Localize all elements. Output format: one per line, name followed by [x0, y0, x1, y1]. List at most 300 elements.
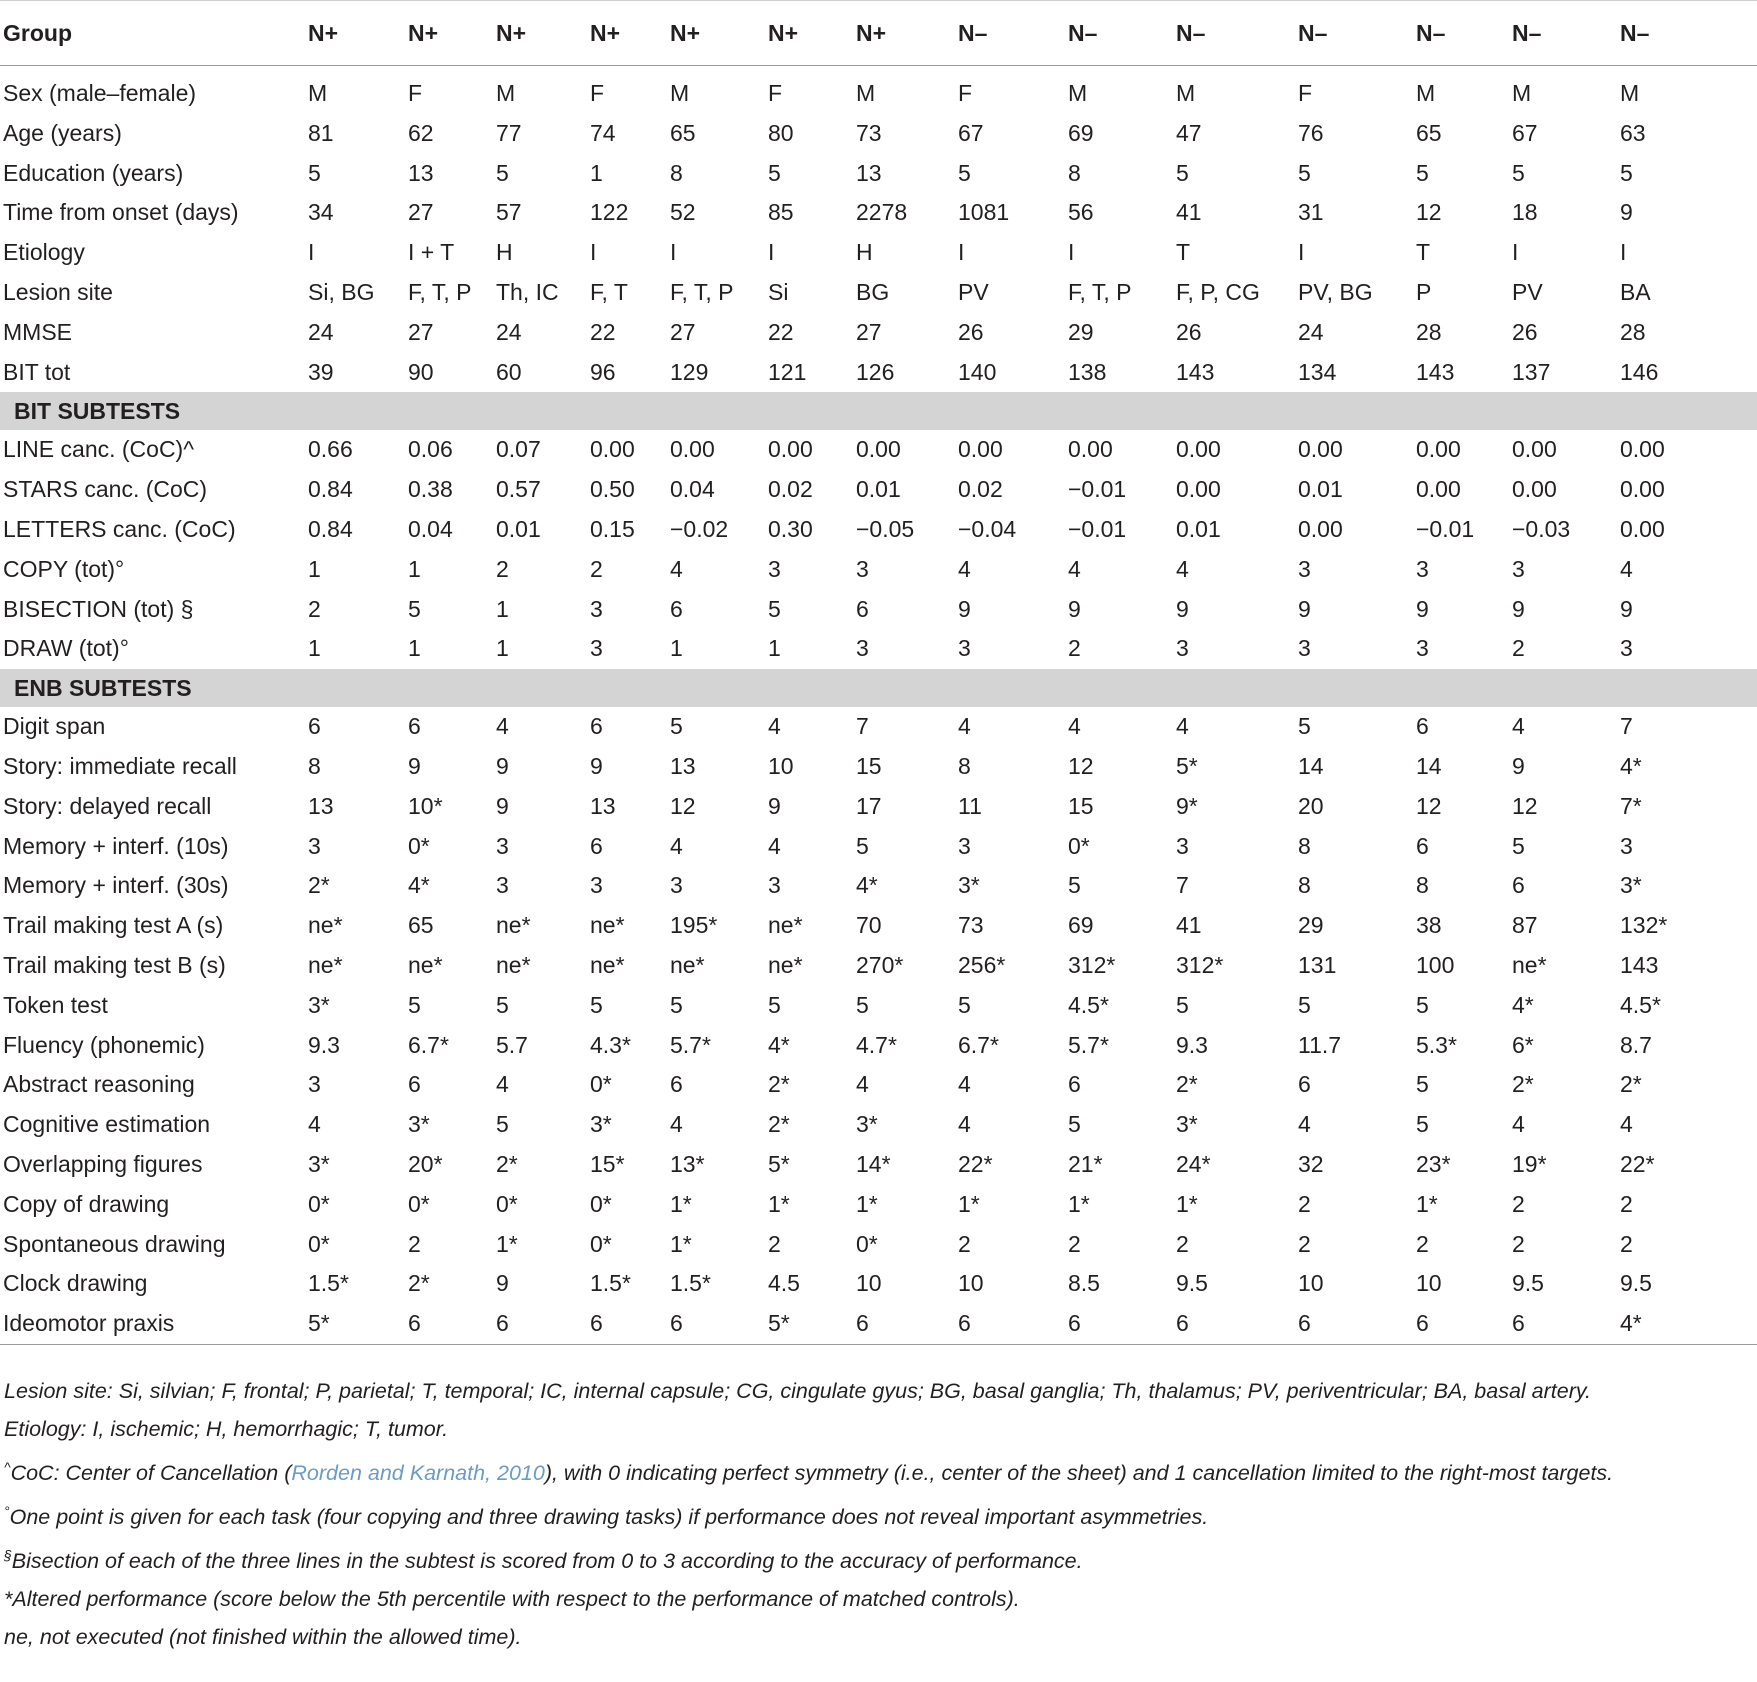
table-cell: 0.01 — [1176, 515, 1221, 542]
table-cell: 138 — [1068, 358, 1107, 385]
table-cell: 0.57 — [496, 476, 541, 503]
table-row — [0, 193, 1757, 233]
table-cell: 134 — [1298, 358, 1337, 385]
table-cell: 5 — [856, 832, 869, 859]
note-lesion-site: Lesion site: Si, silvian; F, frontal; P, parietal; T, temporal; IC, internal capsule; CG, cingulate gyus; BG, basal ganglia; Th, thalamus; PV, periventricular; BA, basal artery. — [4, 1379, 1591, 1403]
table-cell: 9 — [496, 1270, 509, 1297]
table-cell: 87 — [1512, 912, 1538, 939]
table-cell: 26 — [1176, 318, 1202, 345]
table-cell: 24 — [1298, 318, 1324, 345]
table-cell: 1.5* — [670, 1270, 711, 1297]
table-cell: M — [1068, 80, 1088, 106]
table-cell: 1 — [308, 635, 321, 662]
table-cell: 143 — [1620, 951, 1659, 978]
row-label: Token test — [3, 991, 108, 1018]
table-cell: 5 — [768, 595, 781, 622]
group-header-cell: N+ — [496, 1, 590, 66]
table-cell: 3 — [1416, 635, 1429, 662]
table-cell: M — [1416, 80, 1436, 106]
table-cell: 10 — [1416, 1270, 1442, 1297]
table-cell: 4 — [958, 1071, 971, 1098]
table-cell: 13 — [308, 792, 334, 819]
table-cell: 0* — [590, 1190, 612, 1217]
table-cell: 22 — [590, 318, 616, 345]
table-cell: F, T, P — [408, 278, 472, 305]
table-cell: 0.50 — [590, 476, 635, 503]
table-row — [0, 707, 1757, 747]
table-cell: 4.7* — [856, 1031, 897, 1058]
table-cell: 0.06 — [408, 436, 453, 463]
note-section-mark: § — [4, 1547, 12, 1564]
table-cell: 74 — [590, 119, 616, 146]
table-cell: 8.5 — [1068, 1270, 1100, 1297]
row-label: Lesion site — [3, 278, 113, 305]
table-cell: 3 — [768, 555, 781, 582]
table-cell: 32 — [1298, 1150, 1324, 1177]
table-cell: 13* — [670, 1150, 705, 1177]
table-cell: 5 — [958, 159, 971, 186]
table-cell: 2 — [1416, 1230, 1429, 1257]
table-cell: 5 — [856, 991, 869, 1018]
table-cell: 5 — [1620, 159, 1633, 186]
table-cell: 9.5 — [1620, 1270, 1652, 1297]
table-cell: 2 — [496, 555, 509, 582]
table-cell: PV, BG — [1298, 278, 1373, 305]
table-cell: 8.7 — [1620, 1031, 1652, 1058]
table-cell: H — [856, 239, 873, 266]
table-cell: 4* — [1620, 752, 1642, 779]
table-cell: 22 — [768, 318, 794, 345]
table-cell: 2* — [408, 1270, 430, 1297]
table-cell: 1* — [768, 1190, 790, 1217]
table-cell: 12 — [1512, 792, 1538, 819]
table-cell: 3 — [768, 872, 781, 899]
table-cell: 4.3* — [590, 1031, 631, 1058]
table-cell: 27 — [670, 318, 696, 345]
table-cell: 9 — [1620, 595, 1633, 622]
table-cell: 6 — [408, 1071, 421, 1098]
table-cell: 6 — [408, 713, 421, 740]
row-label: Copy of drawing — [3, 1190, 170, 1217]
table-cell: 2278 — [856, 199, 908, 226]
table-cell: PV — [958, 278, 989, 305]
table-cell: M — [1176, 80, 1196, 106]
row-label: Trail making test A (s) — [3, 912, 224, 939]
table-cell: 4 — [1068, 555, 1081, 582]
table-cell: M — [1512, 80, 1532, 106]
table-cell: 2 — [1068, 1230, 1081, 1257]
note-degree-text: One point is given for each task (four copying and three drawing tasks) if performance does not reveal important asymmetries. — [9, 1505, 1209, 1530]
table-cell: 5 — [1176, 991, 1189, 1018]
table-cell: 4.5* — [1620, 991, 1661, 1018]
table-cell: 9 — [496, 752, 509, 779]
table-cell: BA — [1620, 278, 1651, 305]
table-cell: 8 — [958, 752, 971, 779]
table-cell: 29 — [1068, 318, 1094, 345]
table-cell: 5 — [768, 991, 781, 1018]
table-cell: 2 — [768, 1230, 781, 1257]
table-cell: 13 — [670, 752, 696, 779]
table-cell: 9 — [1176, 595, 1189, 622]
table-cell: 20 — [1298, 792, 1324, 819]
table-cell: 24 — [308, 318, 334, 345]
table-cell: 4 — [1512, 1111, 1525, 1138]
table-cell: 3 — [590, 635, 603, 662]
table-cell: 13 — [408, 159, 434, 186]
table-cell: 270* — [856, 951, 904, 978]
row-label: Abstract reasoning — [3, 1071, 195, 1098]
table-cell: 126 — [856, 358, 895, 385]
table-cell: 3 — [496, 872, 509, 899]
table-cell: 4* — [1512, 991, 1534, 1018]
table-row — [0, 946, 1757, 986]
table-cell: 56 — [1068, 199, 1094, 226]
table-cell: F — [1298, 80, 1313, 106]
table-cell: 4 — [1176, 555, 1189, 582]
table-cell: 3 — [958, 832, 971, 859]
table-cell: 34 — [308, 199, 334, 226]
table-cell: 5* — [308, 1304, 408, 1344]
table-cell: 0* — [1068, 832, 1090, 859]
table-cell: 146 — [1620, 358, 1659, 385]
table-cell: 2 — [1512, 1190, 1525, 1217]
table-cell: 13 — [590, 792, 616, 819]
table-cell: 5 — [590, 991, 603, 1018]
table-cell: 3 — [590, 872, 603, 899]
table-cell: 4.5* — [1068, 991, 1109, 1018]
table-cell: 12 — [670, 792, 696, 819]
table-cell: 69 — [1068, 912, 1094, 939]
table-cell: PV — [1512, 278, 1543, 305]
table-cell: 41 — [1176, 199, 1202, 226]
table-cell: 23* — [1416, 1150, 1451, 1177]
table-cell: −0.02 — [670, 515, 729, 542]
table-cell: M — [856, 80, 876, 106]
row-label: STARS canc. (CoC) — [3, 476, 208, 503]
table-cell: 5 — [408, 991, 421, 1018]
table-cell: 26 — [958, 318, 984, 345]
table-cell: 31 — [1298, 199, 1324, 226]
row-label: Cognitive estimation — [3, 1111, 211, 1138]
table-cell: 5 — [1298, 713, 1311, 740]
table-cell: 5.7* — [1068, 1031, 1109, 1058]
table-cell: 9* — [1176, 792, 1198, 819]
table-cell: 2 — [308, 595, 321, 622]
table-cell: 8 — [670, 159, 683, 186]
table-cell: 6 — [1416, 832, 1429, 859]
table-cell: 1* — [958, 1190, 980, 1217]
row-label: Spontaneous drawing — [3, 1230, 226, 1257]
table-cell: Th, IC — [496, 278, 559, 305]
table-cell: 0.15 — [590, 515, 635, 542]
table-cell: 24* — [1176, 1150, 1211, 1177]
table-cell: 6 — [1298, 1304, 1416, 1344]
table-cell: 4 — [958, 1111, 971, 1138]
table-cell: 3* — [1176, 1111, 1198, 1138]
enb-section-header — [0, 669, 1757, 707]
table-cell: 312* — [1176, 951, 1224, 978]
table-cell: 3 — [308, 1071, 321, 1098]
table-cell: 14 — [1416, 752, 1442, 779]
table-cell: ne* — [496, 912, 531, 939]
table-cell: 28 — [1416, 318, 1442, 345]
table-body — [0, 1, 1757, 1345]
table-cell: 5 — [496, 159, 509, 186]
table-cell: M — [1620, 80, 1640, 106]
table-cell: 0.00 — [958, 436, 1003, 463]
table-cell: 0* — [496, 1190, 518, 1217]
table-cell: 1 — [768, 635, 781, 662]
table-cell: 10 — [856, 1270, 882, 1297]
table-cell: 3 — [496, 832, 509, 859]
table-cell: 2* — [308, 872, 330, 899]
table-cell: F — [958, 80, 973, 106]
table-cell: 4 — [670, 1111, 683, 1138]
table-cell: 60 — [496, 358, 522, 385]
table-cell: 0* — [590, 1071, 612, 1098]
table-cell: 1.5* — [308, 1270, 349, 1297]
table-row — [0, 470, 1757, 510]
table-cell: 2 — [1298, 1230, 1311, 1257]
table-cell: F — [590, 80, 605, 106]
note-etiology: Etiology: I, ischemic; H, hemorrhagic; T, tumor. — [4, 1417, 449, 1441]
table-cell: 6 — [1416, 1304, 1512, 1344]
bit-section-header — [0, 392, 1757, 430]
table-cell: 4 — [768, 832, 781, 859]
row-label: BISECTION (tot) § — [3, 595, 194, 622]
citation-link[interactable]: Rorden and Karnath, 2010 — [291, 1461, 545, 1486]
table-cell: 4 — [958, 713, 971, 740]
table-cell: 4 — [670, 555, 683, 582]
table-cell: ne* — [308, 912, 343, 939]
row-label: Sex (male–female) — [3, 80, 197, 106]
table-cell: 9 — [1416, 595, 1429, 622]
group-header-cell: N+ — [856, 1, 958, 66]
spacer-row — [0, 66, 1757, 75]
header-label: Group — [0, 1, 308, 66]
table-cell: 2* — [496, 1150, 518, 1177]
table-cell: 8 — [308, 752, 321, 779]
table-cell: 0.00 — [670, 436, 715, 463]
table-cell: 10 — [1298, 1270, 1324, 1297]
table-cell: 1 — [496, 595, 509, 622]
table-cell: 2 — [590, 555, 603, 582]
table-cell: 0.00 — [1620, 515, 1665, 542]
note-section-text: Bisection of each of the three lines in the subtest is scored from 0 to 3 according to the accuracy of performance. — [11, 1549, 1083, 1574]
table-cell: 2* — [768, 1071, 790, 1098]
table-cell: 1* — [1068, 1190, 1090, 1217]
table-cell: 8 — [1416, 872, 1429, 899]
table-cell: 3* — [308, 1150, 330, 1177]
table-cell: ne* — [496, 951, 531, 978]
table-cell: I + T — [408, 239, 455, 266]
table-cell: 4 — [1620, 555, 1633, 582]
table-cell: 4 — [496, 713, 509, 740]
table-row — [0, 1304, 1757, 1344]
table-cell: 90 — [408, 358, 434, 385]
group-header-cell: N– — [958, 1, 1068, 66]
table-cell: 0* — [590, 1230, 612, 1257]
table-cell: 4 — [768, 713, 781, 740]
table-row — [0, 1026, 1757, 1066]
table-cell: 132* — [1620, 912, 1668, 939]
table-cell: 41 — [1176, 912, 1202, 939]
table-cell: 15 — [1068, 792, 1094, 819]
table-cell: 96 — [590, 358, 616, 385]
table-cell: 3 — [856, 635, 869, 662]
table-cell: 3* — [308, 991, 330, 1018]
table-cell: 5 — [496, 991, 509, 1018]
row-label: COPY (tot)° — [3, 555, 125, 582]
table-cell: 0.00 — [1416, 436, 1461, 463]
table-row — [0, 313, 1757, 353]
group-header-cell: N+ — [308, 1, 408, 66]
table-row — [0, 273, 1757, 313]
table-cell: 3 — [1416, 555, 1429, 582]
note-coc — [0, 1448, 1757, 1492]
table-cell: −0.01 — [1068, 515, 1127, 542]
table-cell: 5 — [408, 595, 421, 622]
table-cell: F, T — [590, 278, 628, 305]
row-label: DRAW (tot)° — [3, 635, 129, 662]
table-cell: 5 — [1068, 872, 1081, 899]
table-cell: 9 — [1620, 199, 1633, 226]
table-cell: 3 — [1176, 832, 1189, 859]
table-cell: 1 — [308, 555, 321, 582]
table-cell: 5* — [768, 1150, 790, 1177]
enb-section-header-title: ENB SUBTESTS — [0, 669, 1757, 707]
table-cell: 63 — [1620, 119, 1646, 146]
table-cell: 1* — [1176, 1190, 1198, 1217]
note-degree-mark: ° — [4, 1503, 10, 1520]
table-row — [0, 1105, 1757, 1145]
table-cell: 6 — [670, 595, 683, 622]
table-cell: BG — [856, 278, 890, 305]
table-cell: 5 — [768, 159, 781, 186]
table-cell: 1 — [670, 635, 683, 662]
table-cell: 5 — [1068, 1111, 1081, 1138]
row-label: Trail making test B (s) — [3, 951, 226, 978]
table-cell: 9.3 — [1176, 1031, 1208, 1058]
table-cell: ne* — [308, 951, 343, 978]
table-cell: 0.00 — [1298, 515, 1343, 542]
table-cell: 100 — [1416, 951, 1455, 978]
table-cell: 2* — [1176, 1071, 1198, 1098]
table-row — [0, 787, 1757, 827]
table-cell: 1.5* — [590, 1270, 631, 1297]
table-cell: 3* — [1620, 872, 1642, 899]
note-asterisk: *Altered performance (score below the 5th percentile with respect to the performance of matched controls). — [4, 1587, 1020, 1612]
table-cell: I — [958, 239, 965, 266]
row-label: Digit span — [3, 713, 106, 740]
table-cell: 0.01 — [1298, 476, 1343, 503]
table-cell: 65 — [408, 912, 434, 939]
table-cell: I — [308, 239, 315, 266]
table-row — [0, 353, 1757, 393]
table-cell: 122 — [590, 199, 629, 226]
table-cell: −0.05 — [856, 515, 915, 542]
table-cell: 137 — [1512, 358, 1551, 385]
table-cell: 9.3 — [308, 1031, 340, 1058]
table-cell: 5 — [308, 159, 321, 186]
table-cell: 77 — [496, 119, 522, 146]
table-cell: 22* — [958, 1150, 993, 1177]
table-row — [0, 1264, 1757, 1304]
table-cell: 140 — [958, 358, 997, 385]
table-cell: 19* — [1512, 1150, 1547, 1177]
table-cell: 0.00 — [1298, 436, 1343, 463]
table-cell: 67 — [1512, 119, 1538, 146]
table-cell: 5 — [1416, 991, 1429, 1018]
table-row — [0, 510, 1757, 550]
table-cell: 6.7* — [958, 1031, 999, 1058]
row-label: LETTERS canc. (CoC) — [3, 515, 236, 542]
table-cell: 65 — [1416, 119, 1442, 146]
table-cell: 0.00 — [1512, 476, 1557, 503]
table-cell: 9 — [958, 595, 971, 622]
row-label: Overlapping figures — [3, 1150, 203, 1177]
table-cell: F, T, P — [1068, 278, 1132, 305]
table-cell: 1* — [670, 1190, 692, 1217]
table-cell: 8 — [1298, 832, 1311, 859]
table-cell: 5 — [958, 991, 971, 1018]
table-cell: 4* — [408, 872, 430, 899]
note-coc-after: ), with 0 indicating perfect symmetry (i.e., center of the sheet) and 1 cancellation limited to the right-most targets. — [544, 1461, 1614, 1486]
table-cell: 6 — [590, 1304, 670, 1344]
table-row — [0, 1145, 1757, 1185]
table-cell: 3* — [856, 1111, 878, 1138]
table-cell: I — [1298, 239, 1305, 266]
table-cell: M — [496, 80, 516, 106]
table-row — [0, 233, 1757, 273]
row-label: Education (years) — [3, 159, 184, 186]
table-row — [0, 747, 1757, 787]
table-row — [0, 986, 1757, 1026]
table-cell: 3 — [1620, 832, 1633, 859]
table-cell: 4 — [308, 1111, 321, 1138]
table-cell: 6 — [1176, 1304, 1298, 1344]
table-cell: 5 — [1416, 1111, 1429, 1138]
table-cell: 5* — [1176, 752, 1198, 779]
table-cell: 4 — [670, 832, 683, 859]
table-cell: 1 — [408, 555, 421, 582]
table-cell: ne* — [590, 951, 625, 978]
table-cell: 27 — [856, 318, 882, 345]
table-cell: F, P, CG — [1176, 278, 1260, 305]
table-cell: 1 — [590, 159, 603, 186]
row-label: Fluency (phonemic) — [3, 1031, 205, 1058]
table-cell: 1* — [496, 1230, 518, 1257]
table-cell: 6 — [856, 1304, 958, 1344]
table-cell: 6 — [958, 1304, 1068, 1344]
table-cell: 73 — [958, 912, 984, 939]
group-header-cell: N– — [1176, 1, 1298, 66]
table-cell: 2 — [1298, 1190, 1311, 1217]
table-cell: 143 — [1416, 358, 1455, 385]
table-cell: 29 — [1298, 912, 1324, 939]
table-cell: 27 — [408, 318, 434, 345]
table-cell: 6 — [408, 1304, 496, 1344]
table-row — [0, 1185, 1757, 1225]
table-cell: 14 — [1298, 752, 1324, 779]
table-cell: M — [670, 80, 690, 106]
group-header-cell: N+ — [590, 1, 670, 66]
table-cell: 4* — [1620, 1304, 1757, 1344]
table-cell: 9 — [408, 752, 421, 779]
table-cell: 121 — [768, 358, 807, 385]
table-cell: 1 — [408, 635, 421, 662]
table-cell: 28 — [1620, 318, 1646, 345]
